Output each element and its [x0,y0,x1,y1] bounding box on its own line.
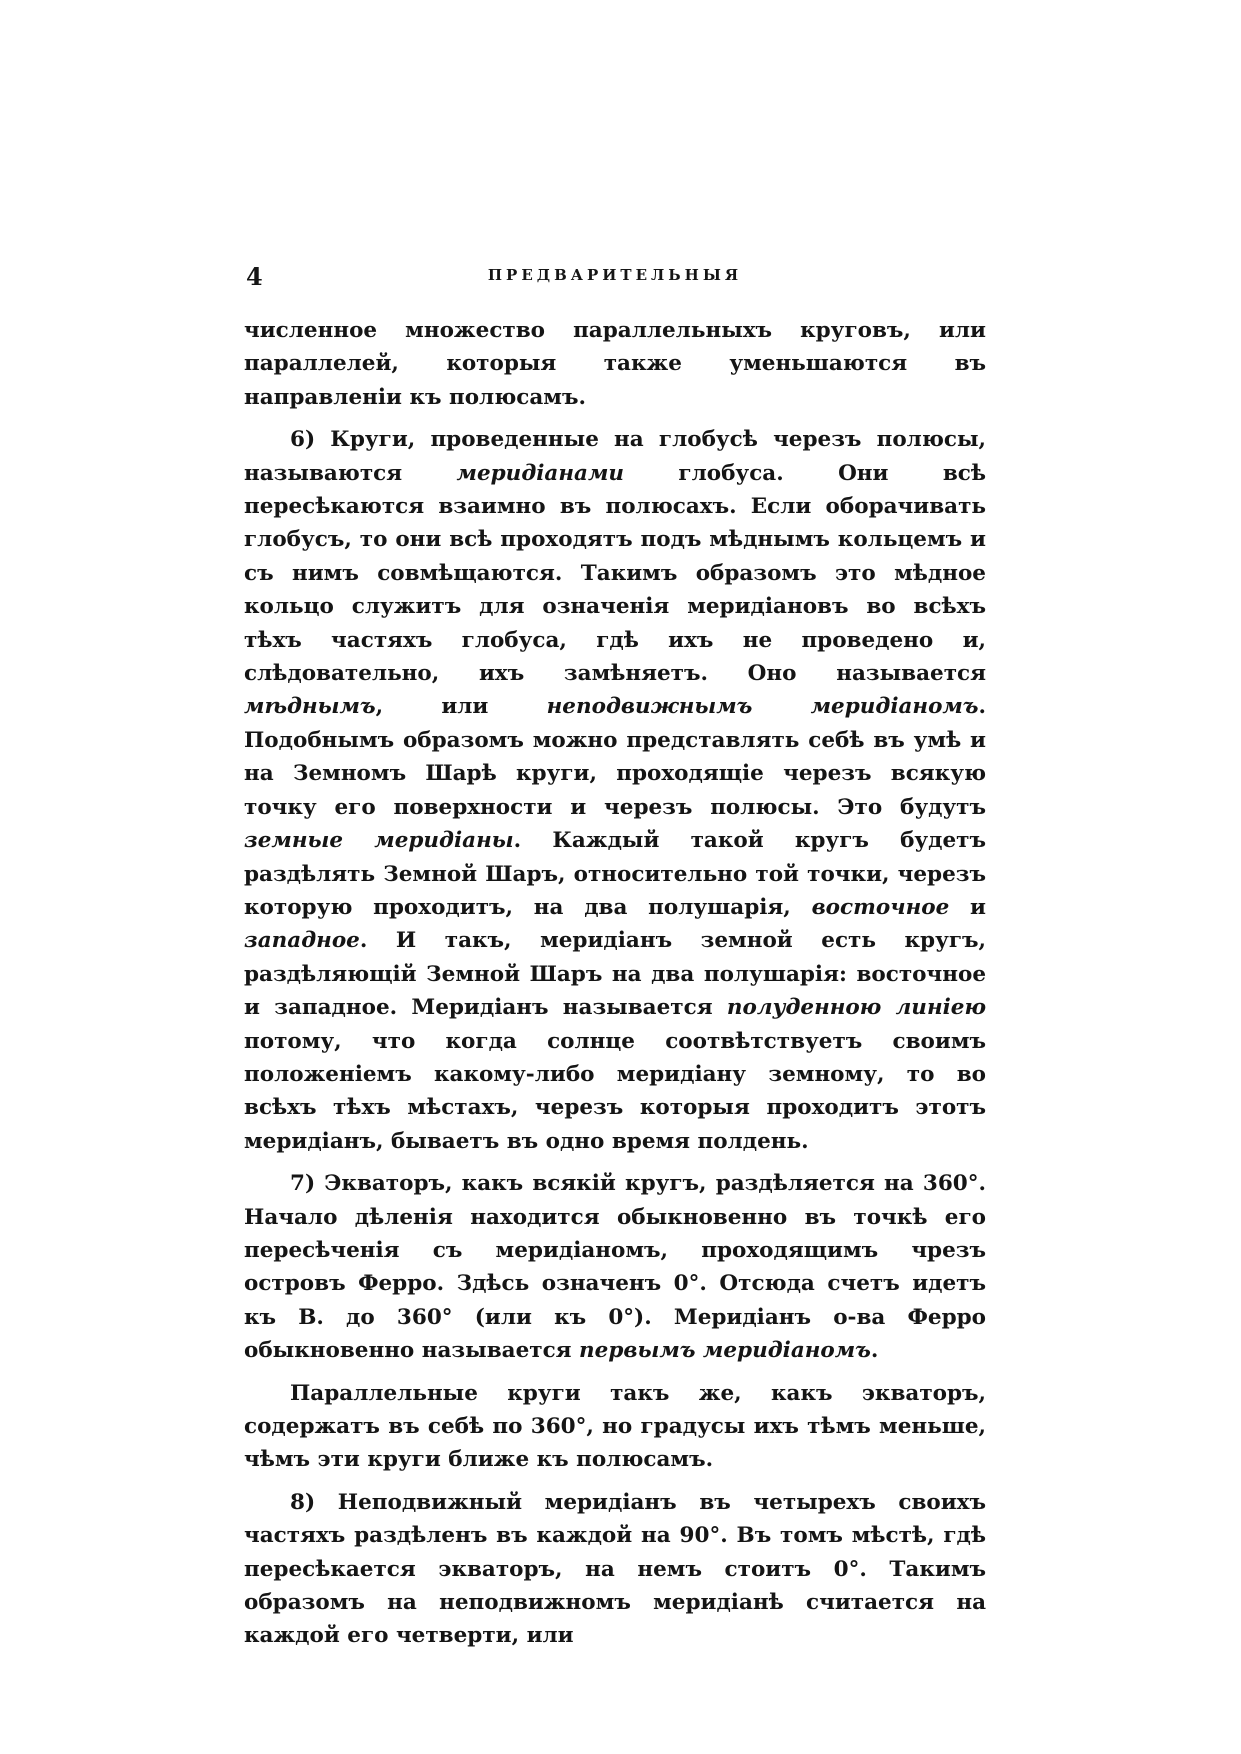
paragraph-meridians [244,423,986,1158]
italic-term: неподвижнымъ меридіаномъ [546,694,979,720]
text-run: . Подобнымъ образомъ можно представлять себѣ въ умѣ и на Земномъ Шарѣ круги, проходящіе черезъ всякую точку его поверхности и черезъ полюсы. Это будутъ [244,694,987,820]
text-run: глобуса. Они всѣ пересѣкаются взаимно въ полюсахъ. Если оборачивать глобусъ, то они всѣ проходятъ подъ мѣднымъ кольцемъ и съ нимъ совмѣщаются. Такимъ образомъ это мѣдное кольцо служитъ для означенія меридіановъ во всѣхъ тѣхъ частяхъ глобуса, гдѣ ихъ не проведено и, слѣдовательно, ихъ замѣняетъ. Оно называется [244,460,986,687]
page-header [244,262,986,292]
paragraph-parallels [244,1377,986,1477]
italic-term: полуденною линіею [726,995,986,1021]
body-text [244,314,986,1653]
text-run: и [949,894,986,920]
text-run: . Каждый такой кругъ будетъ раздѣлять Земной Шаръ, относительно той точки, черезъ которую проходитъ, на два полушарія, [244,828,986,920]
text-run: . [870,1338,879,1364]
italic-term: восточное [811,894,950,920]
paragraph-equator [244,1167,986,1367]
italic-term: западное [244,928,360,954]
running-head: ПРЕДВАРИТЕЛЬНЫЯ [487,266,743,284]
italic-term: меридіанами [456,460,625,486]
text-run: потому, что когда солнце соотвѣтствуетъ своимъ положеніемъ какому-либо меридіану земному, то во всѣхъ тѣхъ мѣстахъ, черезъ которыя проходитъ этотъ меридіанъ, бываетъ въ одно время полдень. [244,1028,986,1154]
text-run: Параллельные круги такъ же, какъ экваторъ, содержатъ въ себѣ по 360°, но градусы ихъ тѣмъ меньше, чѣмъ эти круги ближе къ полюсамъ. [244,1380,986,1473]
paragraph-fixed-meridian [244,1486,986,1653]
text-run: 7) Экваторъ, какъ всякій кругъ, раздѣляется на 360°. Начало дѣленія находится обыкновенно въ точкѣ его пересѣченія съ меридіаномъ, проходящимъ чрезъ островъ Ферро. Здѣсь означенъ 0°. Отсюда счетъ идетъ къ В. до 360° (или къ 0°). Меридіанъ о-ва Ферро обыкновенно называется [244,1171,986,1364]
text-run: 8) Неподвижный меридіанъ въ четырехъ своихъ частяхъ раздѣленъ въ каждой на 90°. Въ томъ мѣстѣ, гдѣ пересѣкается экваторъ, на немъ стоитъ 0°. Такимъ образомъ на неподвижномъ меридіанѣ считается на каждой его четверти, или [244,1489,986,1649]
text-run: . И такъ, меридіанъ земной есть кругъ, раздѣляющій Земной Шаръ на два полушарія: восточное и западное. Меридіанъ называется [244,928,986,1021]
text-run: численное множество параллельныхъ круговъ, или параллелей, которыя также уменьшаются въ направленіи къ полюсамъ. [244,318,986,410]
book-page [244,262,986,1662]
text-run: , или [375,694,547,720]
text-run: 6) Круги, проведенные на глобусѣ черезъ полюсы, называются [244,427,986,486]
page-number: 4 [246,262,263,291]
paragraph-continuation [244,314,986,414]
italic-term: первымъ меридіаномъ [579,1338,871,1364]
italic-term: земные меридіаны [244,828,514,854]
italic-term: мѣднымъ [244,694,376,720]
